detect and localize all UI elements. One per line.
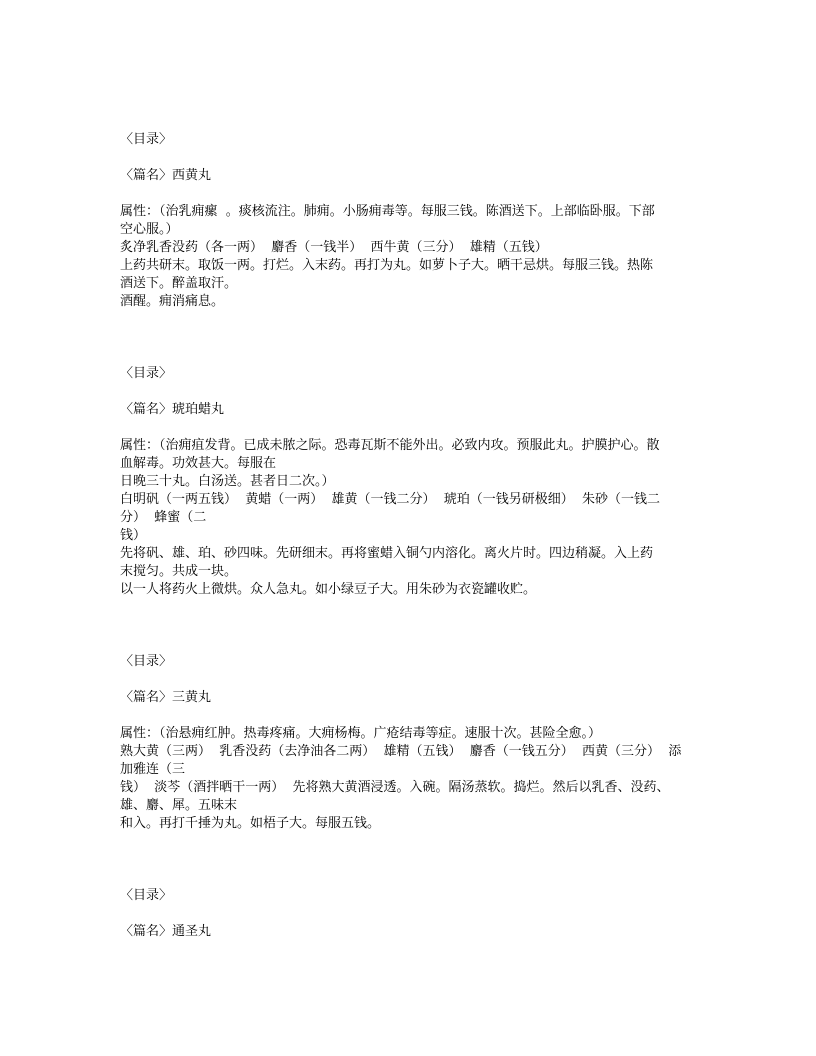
toc-marker: 〈目录〉 [120,654,173,669]
entry-xihuang-wan [120,131,700,311]
entry-line: 白明矾（一两五钱） 黄蜡（一两） 雄黄（一钱二分） 琥珀（一钱另研极细） 朱砂（一钱二 [120,492,661,507]
entry-line: 酒送下。醉盖取汗。 [120,276,238,291]
entry-line: 日晚三十丸。白汤送。甚者日二次。） [120,474,335,489]
entry-line: 钱） [120,528,147,543]
entry-line: 酒醒。痈消痛息。 [120,294,225,309]
entry-line: 上药共研末。取饭一两。打烂。入末药。再打为丸。如萝卜子大。晒干忌烘。每服三钱。热陈 [120,258,654,273]
entry-line: 熟大黄（三两） 乳香没药（去净油各二两） 雄精（五钱） 麝香（一钱五分） 西黄（三分） 添 [120,744,682,759]
entry-line: 属性：（治乳痈瘰 。痰核流注。肺痈。小肠痈毒等。每服三钱。陈酒送下。上部临卧服。下部 [120,204,655,219]
entry-line: 属性：（治痈疽发背。已成未脓之际。恐毒瓦斯不能外出。必致内攻。预服此丸。护膜护心。散 [120,438,660,453]
document-page [120,131,700,941]
toc-marker: 〈目录〉 [120,366,173,381]
entry-title: 〈篇名〉西黄丸 [120,168,212,183]
toc-marker: 〈目录〉 [120,132,173,147]
entry-line: 末搅匀。共成一块。 [120,564,238,579]
entry-line: 属性：（治悬痈红肿。热毒疼痛。大痈杨梅。广疮结毒等症。速服十次。甚险全愈。） [120,726,602,741]
entry-line: 空心服。） [120,222,179,237]
entry-sanhuang-wan [120,653,700,833]
entry-tongsheng-wan [120,887,700,941]
entry-line: 以一人将药火上微烘。众人急丸。如小绿豆子大。用朱砂为衣瓷罐收贮。 [120,582,537,597]
entry-line: 和入。再打千捶为丸。如梧子大。每服五钱。 [120,816,381,831]
entry-title: 〈篇名〉通圣丸 [120,924,212,939]
entry-line: 炙净乳香没药（各一两） 麝香（一钱半） 西牛黄（三分） 雄精（五钱） [120,240,548,255]
entry-line: 雄、麝、犀。五味末 [120,798,238,813]
entry-line: 分） 蜂蜜（二 [120,510,207,525]
entry-line: 血解毒。功效甚大。每服在 [120,456,277,471]
entry-title: 〈篇名〉三黄丸 [120,690,212,705]
entry-line: 先将矾、雄、珀、砂四味。先研细末。再将蜜蜡入铜勺内溶化。离火片时。四边稍凝。入上药 [120,546,654,561]
entry-hupo-la-wan [120,365,700,599]
entry-line: 加雅连（三 [120,762,186,777]
entry-line: 钱） 淡芩（酒拌晒干一两） 先将熟大黄酒浸透。入碗。隔汤蒸软。捣烂。然后以乳香、没药、 [120,780,670,795]
entry-title: 〈篇名〉琥珀蜡丸 [120,402,225,417]
toc-marker: 〈目录〉 [120,888,173,903]
